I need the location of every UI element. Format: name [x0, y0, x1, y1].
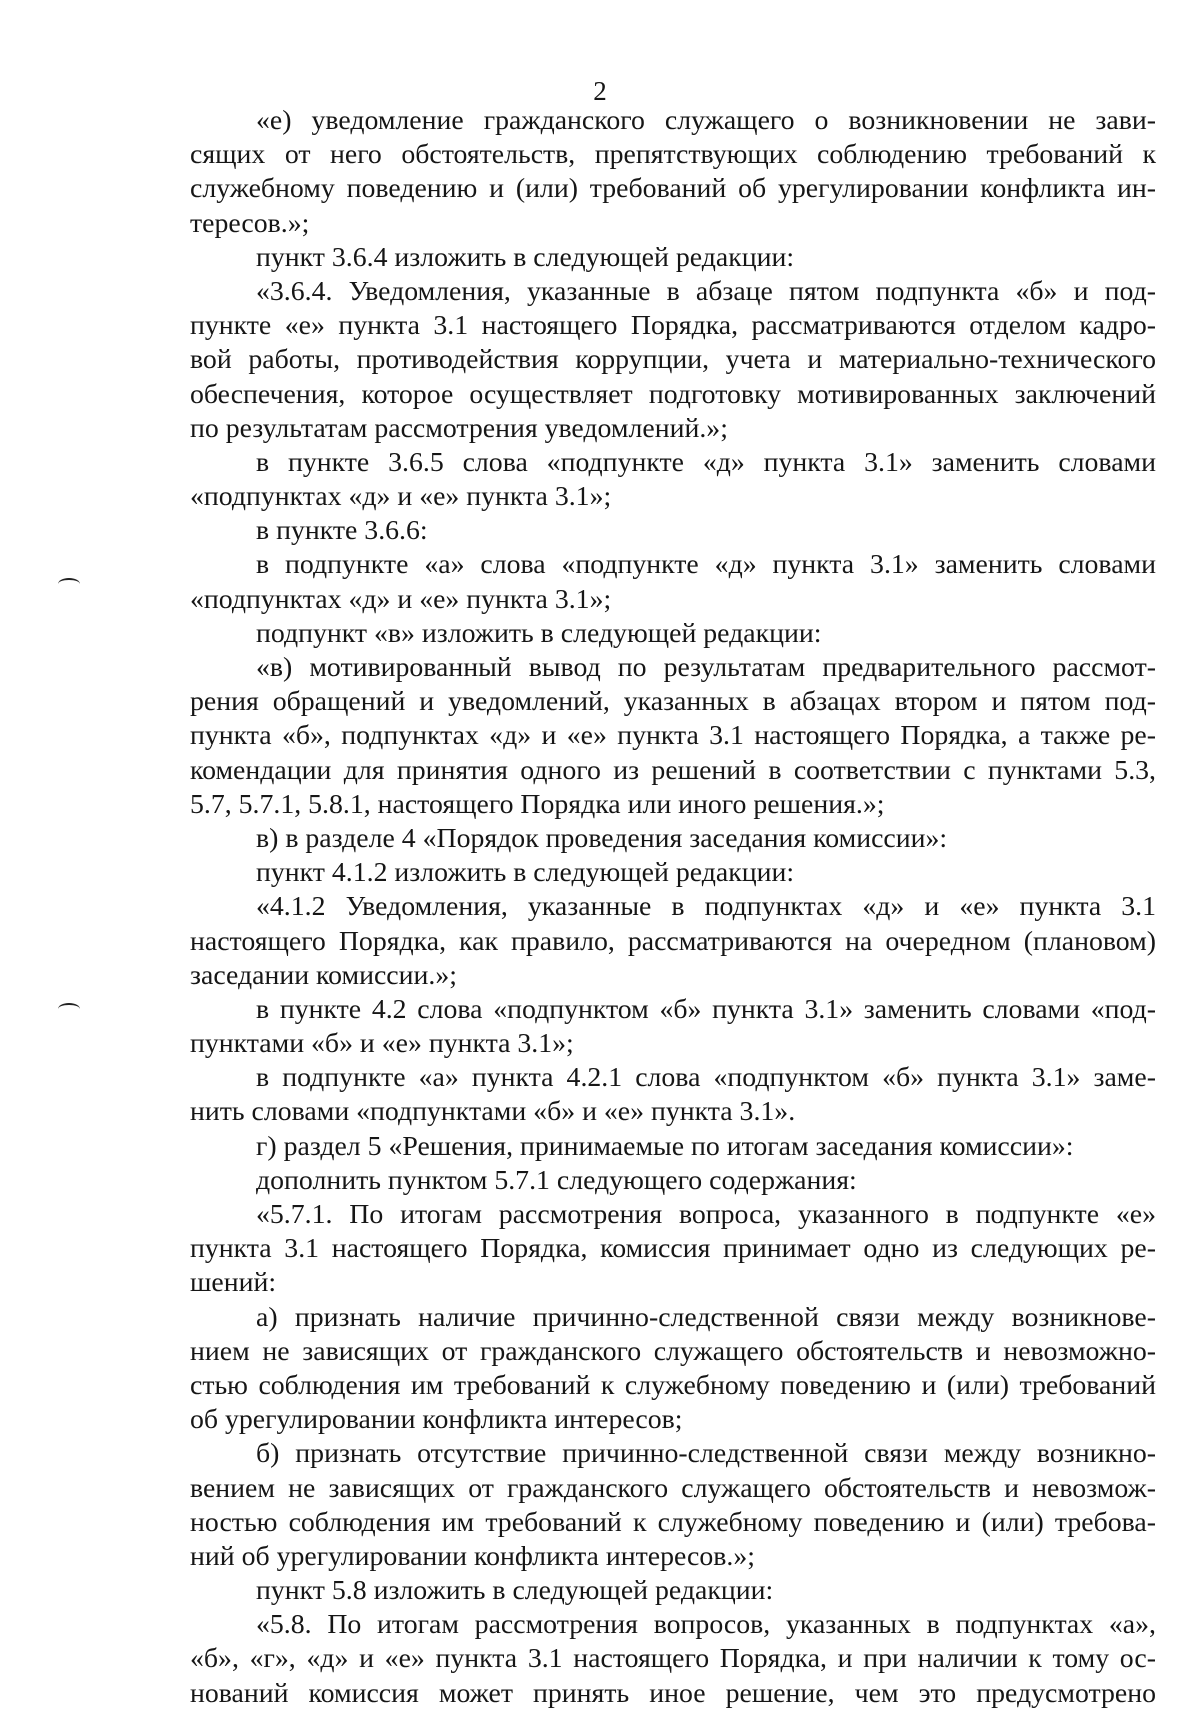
page-number: 2 [593, 76, 607, 106]
text-line: ностью соблюдения им требований к служебному поведению и (или) требова- [190, 1506, 1156, 1538]
text-line: шений: [190, 1267, 277, 1299]
text-line: обеспечения, которое осуществляет подготовку мотивированных заключений [190, 378, 1156, 410]
text-line: заседании комиссии.»; [190, 959, 457, 991]
text-line: подпункт «в» изложить в следующей редакции: [256, 617, 822, 649]
text-line: стью соблюдения им требований к служебному поведению и (или) требований [190, 1369, 1156, 1401]
text-line: «подпунктах «д» и «е» пункта 3.1»; [190, 583, 612, 615]
text-line: настоящего Порядка, как правило, рассматриваются на очередном (плановом) [190, 925, 1156, 957]
text-line: пункт 5.8 изложить в следующей редакции: [256, 1575, 774, 1607]
binding-hole-mark [58, 578, 80, 590]
text-line: г) раздел 5 «Решения, принимаемые по итогам заседания комиссии»: [256, 1130, 1074, 1162]
text-line: в подпункте «а» пункта 4.2.1 слова «подпунктом «б» пункта 3.1» заме- [256, 1062, 1156, 1094]
text-line: ний об урегулировании конфликта интересов.»; [190, 1540, 755, 1572]
text-line: в подпункте «а» слова «подпункте «д» пункта 3.1» заменить словами [256, 549, 1156, 581]
text-line: рения обращений и уведомлений, указанных в абзацах втором и пятом под- [190, 686, 1156, 718]
binding-hole-mark [58, 1003, 80, 1015]
text-line: сящих от него обстоятельств, препятствующих соблюдению требований к [190, 139, 1156, 171]
text-line: «подпунктах «д» и «е» пункта 3.1»; [190, 481, 612, 513]
text-line: по результатам рассмотрения уведомлений.»; [190, 412, 728, 444]
text-line: в пункте 4.2 слова «подпунктом «б» пункта 3.1» заменить словами «под- [256, 993, 1156, 1025]
text-line: пункте «е» пункта 3.1 настоящего Порядка, рассматриваются отделом кадро- [190, 310, 1156, 342]
text-line: «е) уведомление гражданского служащего о возникновении не зави- [256, 105, 1156, 136]
document-body [190, 104, 1156, 1711]
text-line: нований комиссия может принять иное решение, чем это предусмотрено [190, 1677, 1156, 1709]
text-line: в пункте 3.6.5 слова «подпункте «д» пункта 3.1» заменить словами [256, 446, 1156, 478]
text-line: «б», «г», «д» и «е» пункта 3.1 настоящего Порядка, и при наличии к тому ос- [190, 1643, 1156, 1675]
text-line: об урегулировании конфликта интересов; [190, 1404, 683, 1436]
text-line: «5.8. По итогам рассмотрения вопросов, указанных в подпунктах «а», [256, 1609, 1156, 1641]
text-line: пункт 4.1.2 изложить в следующей редакции: [256, 857, 795, 889]
text-line: 5.7, 5.7.1, 5.8.1, настоящего Порядка или иного решения.»; [190, 788, 885, 820]
text-line: «в) мотивированный вывод по результатам предварительного рассмот- [256, 652, 1156, 683]
text-line: пункта «б», подпунктах «д» и «е» пункта 3.1 настоящего Порядка, а также ре- [190, 720, 1156, 752]
text-line: «4.1.2 Уведомления, указанные в подпунктах «д» и «е» пункта 3.1 [256, 891, 1156, 923]
text-line: б) признать отсутствие причинно-следственной связи между возникно- [256, 1438, 1156, 1470]
text-line: тересов.»; [190, 207, 310, 239]
text-line: служебному поведению и (или) требований об урегулировании конфликта ин- [190, 173, 1156, 205]
text-line: пункт 3.6.4 изложить в следующей редакции: [256, 241, 795, 273]
text-line: нить словами «подпунктами «б» и «е» пункта 3.1». [190, 1096, 796, 1128]
text-line: «5.7.1. По итогам рассмотрения вопроса, указанного в подпункте «е» [256, 1199, 1156, 1230]
text-line: пункта 3.1 настоящего Порядка, комиссия принимает одно из следующих ре- [190, 1233, 1156, 1265]
text-line: вением не зависящих от гражданского служащего обстоятельств и невозмож- [190, 1472, 1156, 1504]
text-line: вой работы, противодействия коррупции, учета и материально-технического [190, 344, 1156, 376]
text-line: пунктами «б» и «е» пункта 3.1»; [190, 1028, 574, 1060]
text-line: «3.6.4. Уведомления, указанные в абзаце пятом подпункта «б» и под- [256, 275, 1156, 307]
text-line: дополнить пунктом 5.7.1 следующего содержания: [256, 1164, 857, 1196]
text-line: а) признать наличие причинно-следственной связи между возникнове- [256, 1301, 1156, 1333]
text-line: в пункте 3.6.6: [256, 515, 428, 547]
text-line: в) в разделе 4 «Порядок проведения заседания комиссии»: [256, 822, 948, 854]
text-line: нием не зависящих от гражданского служащего обстоятельств и невозможно- [190, 1335, 1156, 1367]
text-line: комендации для принятия одного из решений в соответствии с пунктами 5.3, [190, 754, 1156, 786]
